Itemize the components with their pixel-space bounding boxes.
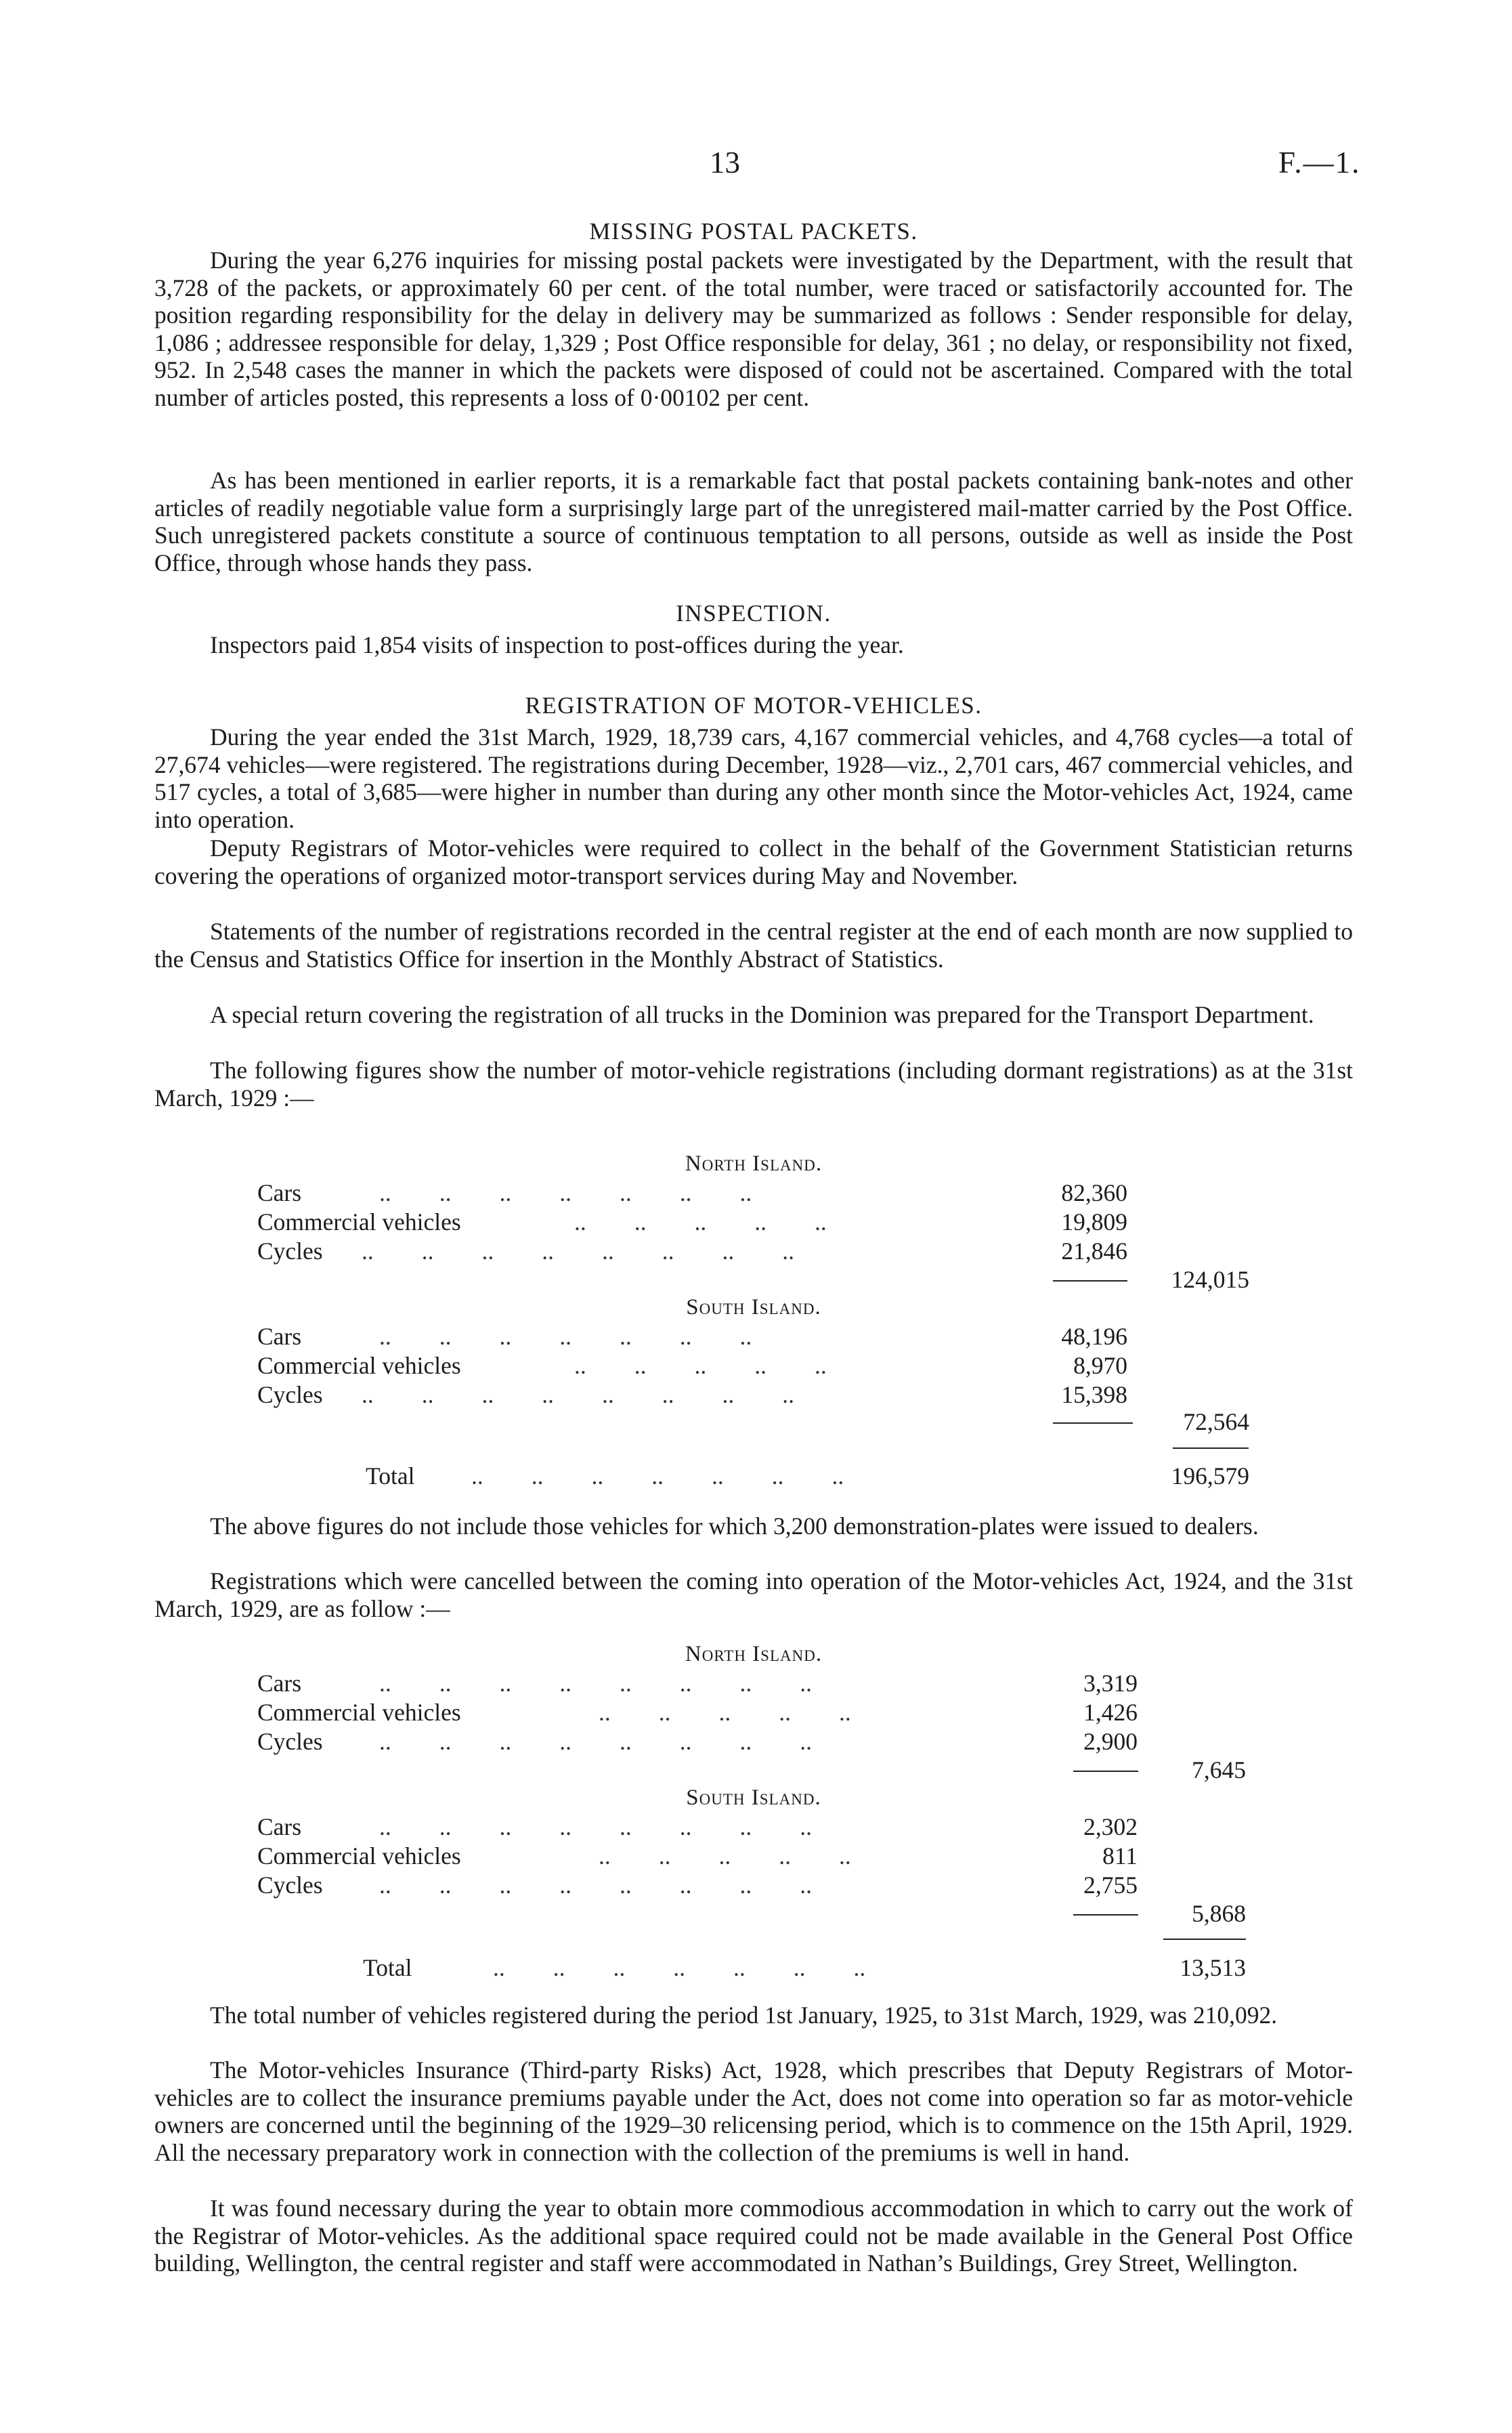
total-rule	[1173, 1447, 1249, 1449]
table-row: Cycles	[257, 1871, 323, 1899]
table2-north-total: 7,645	[1192, 1756, 1246, 1783]
table1-south-cars: 48,196	[1061, 1323, 1127, 1350]
document-page: 13 F.—1. MISSING POSTAL PACKETS. During the year 6,276 inquiries for missing postal packets were investigated by the Department, with the result that 3,728 of the packets, or approximately 60 per cent. of the total number, were traced or satisfactorily accounted for. The position regarding responsibility for the delay in delivery may be summarized as follows : Sender responsible for delay, 1,086 ; addressee responsible for delay, 1,329 ; Post Office responsible for delay, 361 ; no delay, or responsibility not fixed, 952. In 2,548 cases the manner in which the packets were disposed of could not be ascertained. Compared with the total number of articles posted, this represents a loss of 0·00102 per cent. As has been mentioned in earlier reports, it is a remarkable fact that postal packets containing bank-notes and other articles of readily negotiable value form a surprisingly large part of the unregistered mail-matter carried by the Post Office. Such unregistered packets constitute a source of continuous temptation to all persons, outside as well as inside the Post Office, through whose hands they pass. INSPECTION. Inspectors paid 1,854 visits of inspection to post-offices during the year. REGISTRATION OF MOTOR-VEHICLES. During the year ended the 31st March, 1929, 18,739 cars, 4,167 commercial vehicles, and 4,768 cycles—a total of 27,674 vehicles—were registered. The registrations during December, 1928—viz., 2,701 cars, 467 commercial vehicles, and 517 cycles, a total of 3,685—were higher in number than during any other month since the Motor-vehicles Act, 1924, came into operation. Deputy Registrars of Motor-vehicles were required to collect in the behalf of the Government Statistician returns covering the operations of organized motor-transport services during May and November. Statements of the number of registrations recorded in the central register at the end of each month are now supplied to the Census and Statistics Office for insertion in the Monthly Abstract of Statistics. A special return covering the registration of all trucks in the Dominion was prepared for the Transport Department. The following figures show the number of motor-vehicle registrations (including dormant registrations) as at the 31st March, 1929 :— North Island. Cars .. .. .. .. .. .. .. 82,360 Commercial vehicles .. .. .. .. .. 19,809 Cycles .. .. .. .. .. .. .. .. 21,846 124,015 South Island. Cars .. .. .. .. .. .. .. 48,196 Commercial vehicles .. .. .. .. .. 8,970 Cycles .. .. .. .. .. .. .. .. 15,398 72,564 Total .. .. .. .. .. .. .. 196,579 The above figures do not include those vehicles for which 3,200 demonstration-plates were issued to dealers. Registrations which were cancelled between the coming into operation of the Motor-vehicles Act, 1924, and the 31st March, 1929, are as follow :— North Island. Cars .. .. .. .. .. .. .. .. 3,319 Commercial vehicles .. .. .. .. .. 1,426 Cycles .. .. .. .. .. .. .. .. 2,900 7,645 South Island. Cars .. .. .. .. .. .. .. .. 2,302 Commercial vehicles .. .. .. .. .. 811 Cycles .. .. .. .. .. .. .. .. 2,755 5,868 Total .. .. .. .. .. .. .. 13,513 The total number of vehicles registered during the period 1st January, 1925, to 31st March, 1929, was 210,092. The Motor-vehicles Insurance (Third-party Risks) Act, 1928, which prescribes that Deputy Registrars of Motor-vehicles are to collect the insurance premiums payable under the Act, does not come into operation so far as motor-vehicle owners are concerned until the beginning of the 1929–30 relicensing period, which is to commence on the 15th April, 1929. All the necessary preparatory work in connection with the collection of the premiums is well in hand. It was found necessary during the year to obtain more commodious accommodation in which to carry out the work of the Registrar of Motor-vehicles. As the additional space required could not be made available in the General Post Office building, Wellington, the central register and staff were accommodated in Nathan’s Buildings, Grey Street, Wellington.	[154, 146, 1361, 2277]
table1-south-label: South Island.	[686, 1295, 821, 1319]
table1-north-cycles: 21,846	[1061, 1237, 1127, 1265]
table1-north-commercial: 19,809	[1061, 1208, 1127, 1235]
total-rule	[1163, 1939, 1246, 1940]
table-row: Commercial vehicles	[257, 1208, 461, 1235]
table2-south-total: 5,868	[1192, 1900, 1246, 1927]
subtotal-rule	[1053, 1280, 1127, 1282]
table1-grand-total: 196,579	[1171, 1462, 1249, 1489]
paragraph-total-registered: The total number of vehicles registered during the period 1st January, 1925, to 31st March, 1929, was 210,092.	[210, 2002, 1278, 2029]
paragraph-accommodation: It was found necessary during the year to obtain more commodious accommodation in which to carry out the work of the Registrar of Motor-vehicles. As the additional space required could not be made available in the General Post Office building, Wellington, the central register and staff were accommodated in Nathan’s Buildings, Grey Street, Wellington.	[154, 2195, 1353, 2277]
document-reference: F.—1.	[1278, 146, 1361, 179]
table-row: Commercial vehicles	[257, 1352, 461, 1379]
subtotal-rule	[1073, 1771, 1138, 1772]
table-row: Cars	[257, 1179, 302, 1206]
table2-north-cars: 3,319	[1083, 1670, 1138, 1697]
table-row: Cars	[257, 1323, 302, 1350]
table1-south-commercial: 8,970	[1073, 1352, 1127, 1379]
page-number: 13	[710, 146, 740, 179]
table-row: Cars	[257, 1813, 302, 1840]
table-row: Commercial vehicles	[257, 1699, 461, 1726]
table-row: Cycles	[257, 1237, 323, 1265]
table2-north-commercial: 1,426	[1083, 1699, 1138, 1726]
subtotal-rule	[1053, 1422, 1133, 1424]
paragraph-registration-3: Statements of the number of registrations recorded in the central register at the end of each month are now supplied to the Census and Statistics Office for insertion in the Monthly Abstract of Statistics.	[154, 918, 1353, 973]
paragraph-registration-4: A special return covering the registration of all trucks in the Dominion was prepared for the Transport Department.	[210, 1001, 1314, 1028]
table2-south-label: South Island.	[686, 1785, 821, 1810]
table1-north-total: 124,015	[1171, 1266, 1249, 1293]
paragraph-demonstration-plates: The above figures do not include those vehicles for which 3,200 demonstration-plates were issued to dealers.	[210, 1512, 1259, 1540]
table-row: Cycles	[257, 1728, 323, 1755]
paragraph-inspection: Inspectors paid 1,854 visits of inspection to post-offices during the year.	[210, 631, 904, 658]
table-row: Cars	[257, 1670, 302, 1697]
section-heading-registration: REGISTRATION OF MOTOR-VEHICLES.	[525, 692, 982, 719]
paragraph-insurance-act: The Motor-vehicles Insurance (Third-party Risks) Act, 1928, which prescribes that Deputy Registrars of Motor-vehicles are to collect the insurance premiums payable under the Act, does not come into operation so far as motor-vehicle owners are concerned until the beginning of the 1929–30 relicensing period, which is to commence on the 15th April, 1929. All the necessary preparatory work in connection with the collection of the premiums is well in hand.	[154, 2056, 1353, 2166]
paragraph-missing-1: During the year 6,276 inquiries for missing postal packets were investigated by the Department, with the result that 3,728 of the packets, or approximately 60 per cent. of the total number, were traced or satisfactorily accounted for. The position regarding responsibility for the delay in delivery may be summarized as follows : Sender responsible for delay, 1,086 ; addressee responsible for delay, 1,329 ; Post Office responsible for delay, 361 ; no delay, or responsibility not fixed, 952. In 2,548 cases the manner in which the packets were disposed of could not be ascertained. Compared with the total number of articles posted, this represents a loss of 0·00102 per cent.	[154, 247, 1353, 411]
table1-north-cars: 82,360	[1061, 1179, 1127, 1206]
paragraph-cancelled-registrations: Registrations which were cancelled between the coming into operation of the Motor-vehicles Act, 1924, and the 31st March, 1929, are as follow :—	[154, 1567, 1353, 1622]
paragraph-registration-5: The following figures show the number of motor-vehicle registrations (including dormant registrations) as at the 31st March, 1929 :—	[154, 1057, 1353, 1112]
subtotal-rule	[1073, 1914, 1138, 1916]
table-row: Cycles	[257, 1381, 323, 1408]
table-row: Total	[366, 1462, 415, 1489]
table2-south-commercial: 811	[1102, 1842, 1138, 1869]
table1-south-total: 72,564	[1183, 1408, 1249, 1435]
paragraph-registration-2: Deputy Registrars of Motor-vehicles were required to collect in the behalf of the Government Statistician returns covering the operations of organized motor-transport services during May and November.	[154, 834, 1353, 889]
table2-south-cars: 2,302	[1083, 1813, 1138, 1840]
table-row: Commercial vehicles	[257, 1842, 461, 1869]
table1-south-cycles: 15,398	[1061, 1381, 1127, 1408]
table1-north-label: North Island.	[685, 1151, 823, 1176]
section-heading-inspection: INSPECTION.	[676, 600, 831, 627]
paragraph-registration-1: During the year ended the 31st March, 1929, 18,739 cars, 4,167 commercial vehicles, and 4,768 cycles—a total of 27,674 vehicles—were registered. The registrations during December, 1928—viz., 2,701 cars, 467 commercial vehicles, and 517 cycles, a total of 3,685—were higher in number than during any other month since the Motor-vehicles Act, 1924, came into operation.	[154, 723, 1353, 833]
paragraph-missing-2: As has been mentioned in earlier reports, it is a remarkable fact that postal packets containing bank-notes and other articles of readily negotiable value form a surprisingly large part of the unregistered mail-matter carried by the Post Office. Such unregistered packets constitute a source of continuous temptation to all persons, outside as well as inside the Post Office, through whose hands they pass.	[154, 467, 1353, 576]
table-row: Total	[363, 1954, 412, 1981]
table2-north-label: North Island.	[685, 1642, 823, 1666]
section-heading-missing-packets: MISSING POSTAL PACKETS.	[589, 218, 918, 245]
table2-grand-total: 13,513	[1180, 1954, 1246, 1981]
table2-north-cycles: 2,900	[1083, 1728, 1138, 1755]
table2-south-cycles: 2,755	[1083, 1871, 1138, 1899]
